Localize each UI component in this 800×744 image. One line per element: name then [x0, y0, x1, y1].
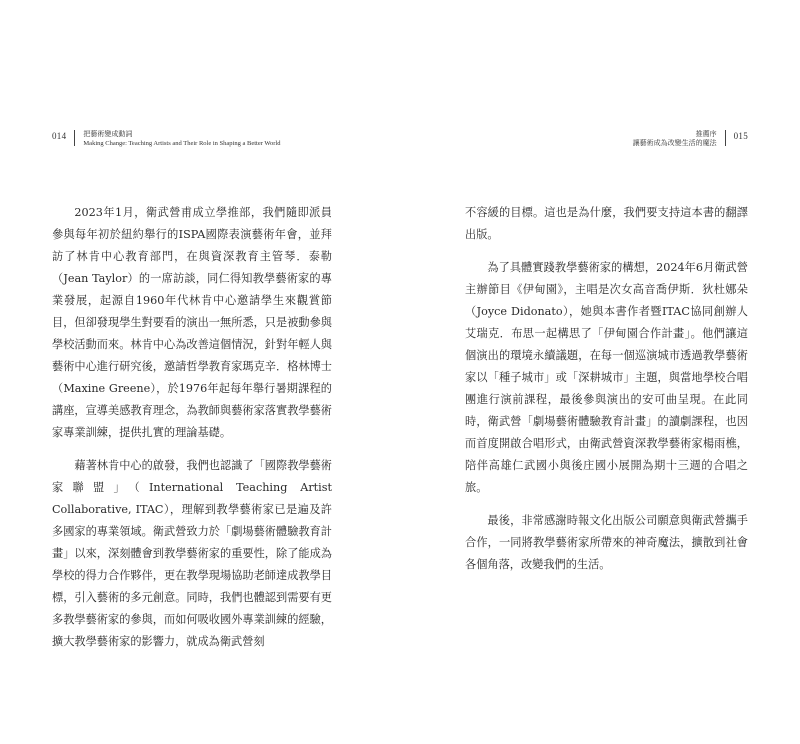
right-body-text	[465, 202, 748, 587]
section-label: 推薦序	[695, 130, 717, 138]
paragraph: 2023年1月，衛武營甫成立學推部，我們隨即派員參與每年初於紐約舉行的ISPA國際表演藝術年會，並拜訪了林肯中心教育部門，在與資深教育主管琴．泰勒（Jean Taylor）的一席訪談，同仁得知教學藝術家的專業發展，起源自1960年代林肯中心邀請學生來觀賞節目，但卻發現學生對要看的演出一無所悉，只是被動參與學校活動而來。林肯中心為改善這個情況，針對年輕人與藝術中心進行研究後，邀請哲學教育家瑪克辛．格林博士（Maxine Greene），於1976年起每年舉行暑期課程的講座，宣導美感教育理念，為教師與藝術家落實教學藝術家專業訓練，提供扎實的理論基礎。	[52, 206, 332, 439]
section-title: 讓藝術成為改變生活的魔法	[632, 139, 717, 147]
paragraph: 最後，非常感謝時報文化出版公司願意與衛武營攜手合作，一同將教學藝術家所帶來的神奇魔法，擴散到社會各個角落，改變我們的生活。	[465, 514, 748, 571]
header-divider	[725, 130, 726, 146]
paragraph: 為了具體實踐教學藝術家的構想，2024年6月衛武營主辦節目《伊甸園》，主唱是次女高音喬伊斯．狄杜娜朵（Joyce Didonato），她與本書作者暨ITAC協同創辦人艾瑞克．布思一起構思了「伊甸園合作計畫」。他們讓這個演出的環境永續議題，在每一個巡演城市透過教學藝術家以「種子城市」或「深耕城市」主題，與當地學校合唱團進行演前課程，最後參與演出的安可曲呈現。在此同時，衛武營「劇場藝術體驗教育計畫」的讀劇課程，也因而首度開啟合唱形式，由衛武營資深教學藝術家楊雨樵，陪伴高雄仁武國小與後庄國小展開為期十三週的合唱之旅。	[465, 261, 748, 494]
right-running-title	[633, 130, 717, 148]
right-running-header	[633, 130, 748, 148]
book-title-en: Making Change: Teaching Artists and Their Role in Shaping a Better World	[83, 140, 281, 147]
left-running-title	[83, 130, 280, 148]
left-page-number: 014	[52, 131, 67, 141]
left-body-text	[52, 202, 332, 664]
paragraph: 藉著林肯中心的啟發，我們也認識了「國際教學藝術家聯盟」（International Teaching Artist Collaborative, ITAC），理解到教學藝術家已是遍及許多國家的專業領域。衛武營致力於「劇場藝術體驗教育計畫」以來，深刻體會到教學藝術家的重要性，除了能成為學校的得力合作夥伴，更在教學現場協助老師達成教學目標，引入藝術的多元創意。同時，我們也體認到需要有更多教學藝術家的參與，而如何吸收國外專業訓練的經驗，擴大教學藝術家的影響力，就成為衛武營刻	[52, 459, 332, 648]
book-title-zh: 把藝術變成動詞	[83, 130, 133, 138]
header-divider	[74, 130, 75, 146]
right-page-number: 015	[733, 131, 748, 141]
paragraph: 不容緩的目標。這也是為什麼，我們要支持這本書的翻譯出版。	[465, 206, 748, 241]
left-running-header	[52, 130, 280, 148]
